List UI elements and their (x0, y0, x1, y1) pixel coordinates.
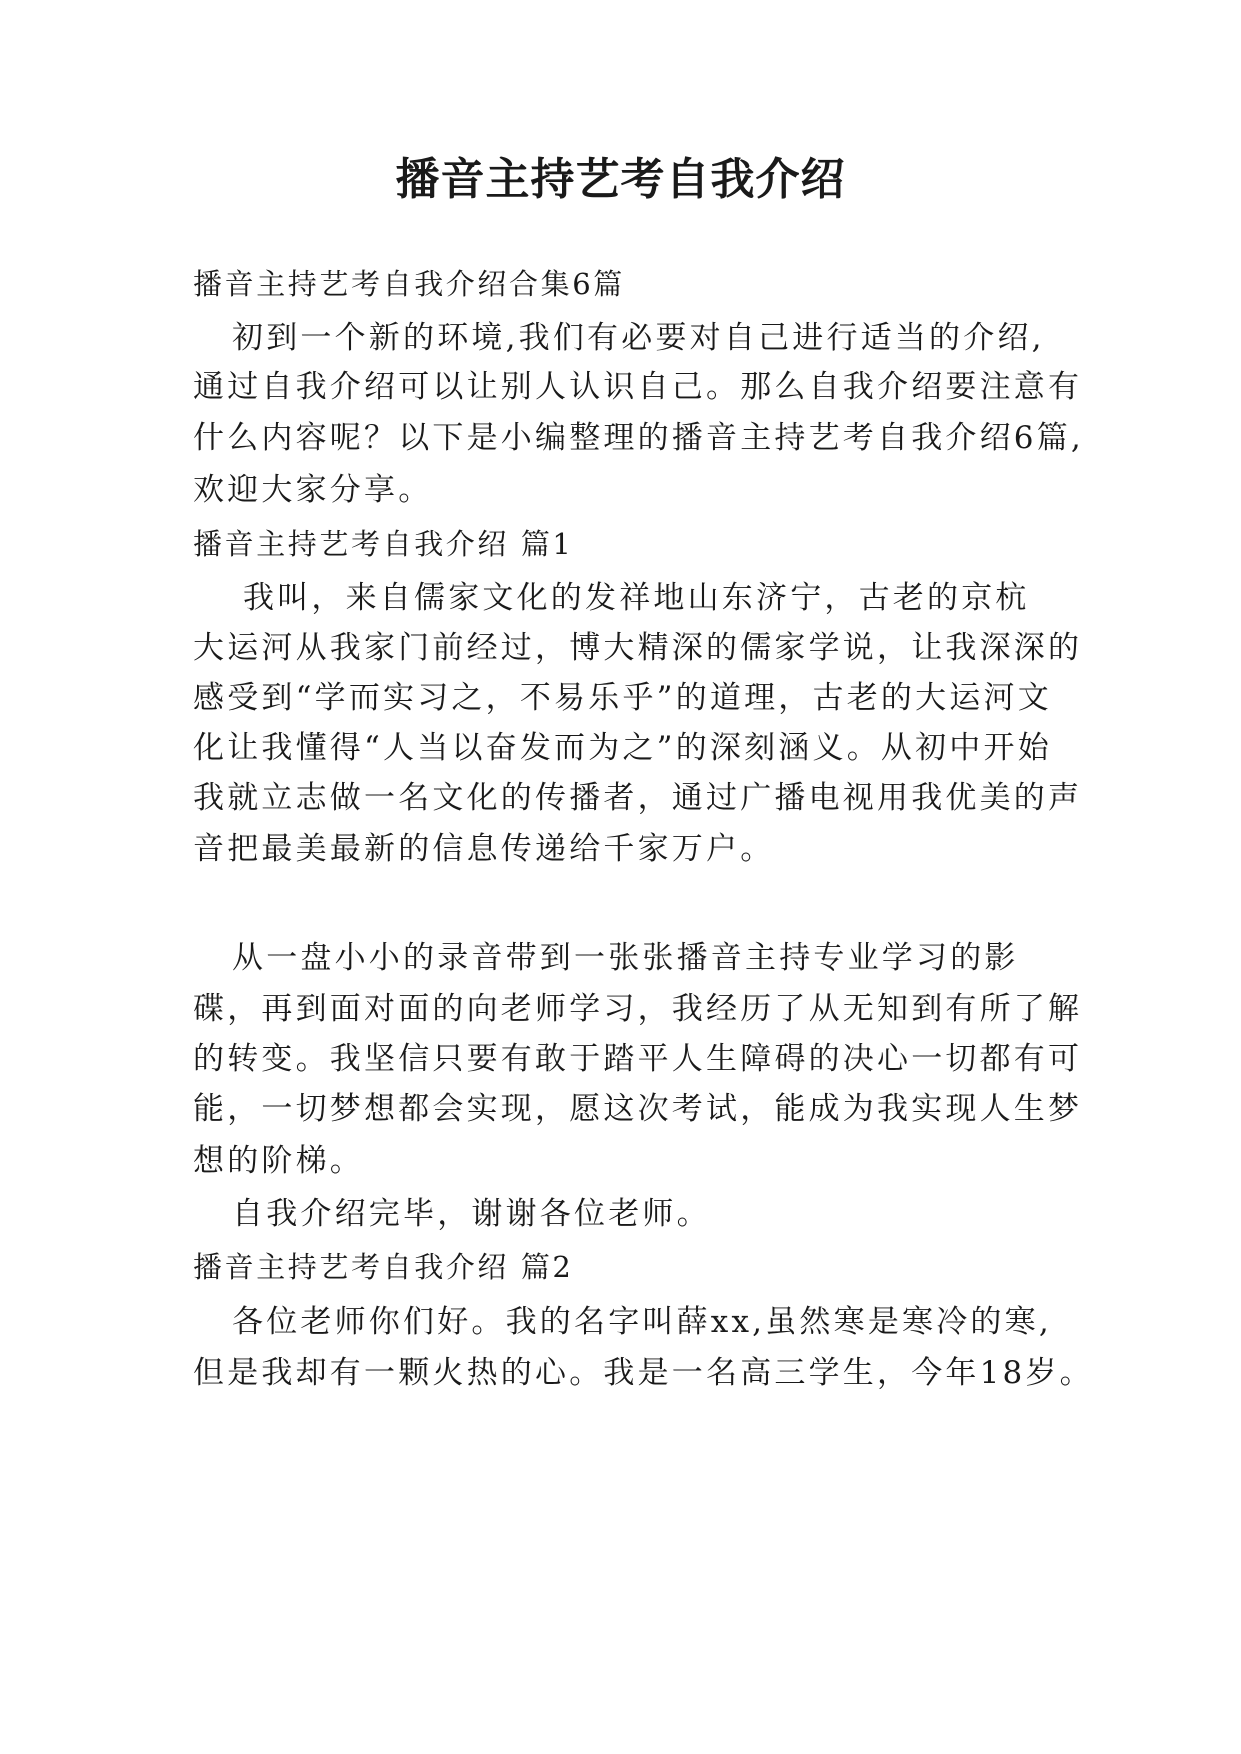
document-subtitle: 播音主持艺考自我介绍合集6篇 (193, 267, 625, 301)
section1-paragraph2-line: 从一盘小小的录音带到一张张播音主持专业学习的影 (232, 940, 1019, 976)
section1-paragraph1-line: 我就立志做一名文化的传播者，通过广播电视用我优美的声 (193, 780, 1083, 816)
intro-line: 欢迎大家分享。 (193, 472, 433, 508)
section2-line: 但是我却有一颗火热的心。我是一名高三学生，今年18岁。 (193, 1355, 1094, 1391)
section1-paragraph1-line: 化让我懂得“人当以奋发而为之”的深刻涵义。从初中开始 (193, 730, 1052, 766)
section1-heading: 播音主持艺考自我介绍 篇1 (193, 527, 574, 561)
section1-paragraph1-line: 音把最美最新的信息传递给千家万户。 (193, 831, 775, 867)
section1-paragraph2-line: 碟，再到面对面的向老师学习，我经历了从无知到有所了解 (193, 991, 1083, 1027)
section2-line: 各位老师你们好。我的名字叫薛xx,虽然寒是寒冷的寒, (232, 1304, 1052, 1340)
intro-line: 通过自我介绍可以让别人认识自己。那么自我介绍要注意有 (193, 369, 1083, 405)
document-title: 播音主持艺考自我介绍 (395, 154, 846, 205)
section1-paragraph2-line: 能，一切梦想都会实现，愿这次考试，能成为我实现人生梦 (193, 1091, 1083, 1127)
section1-paragraph2-line: 的转变。我坚信只要有敢于踏平人生障碍的决心一切都有可 (193, 1041, 1083, 1077)
section1-paragraph1-line: 感受到“学而实习之，不易乐乎”的道理，古老的大运河文 (193, 680, 1052, 716)
intro-line: 初到一个新的环境,我们有必要对自己进行适当的介绍, (232, 320, 1045, 356)
section1-paragraph2-line: 想的阶梯。 (193, 1143, 364, 1179)
section1-closing: 自我介绍完毕，谢谢各位老师。 (232, 1196, 711, 1232)
section1-paragraph1-line: 大运河从我家门前经过，博大精深的儒家学说，让我深深的 (193, 630, 1083, 666)
section2-heading: 播音主持艺考自我介绍 篇2 (193, 1250, 574, 1284)
section1-paragraph1-line: 我叫，来自儒家文化的发祥地山东济宁，古老的京杭 (243, 580, 1030, 616)
intro-line: 什么内容呢？以下是小编整理的播音主持艺考自我介绍6篇, (193, 420, 1084, 456)
